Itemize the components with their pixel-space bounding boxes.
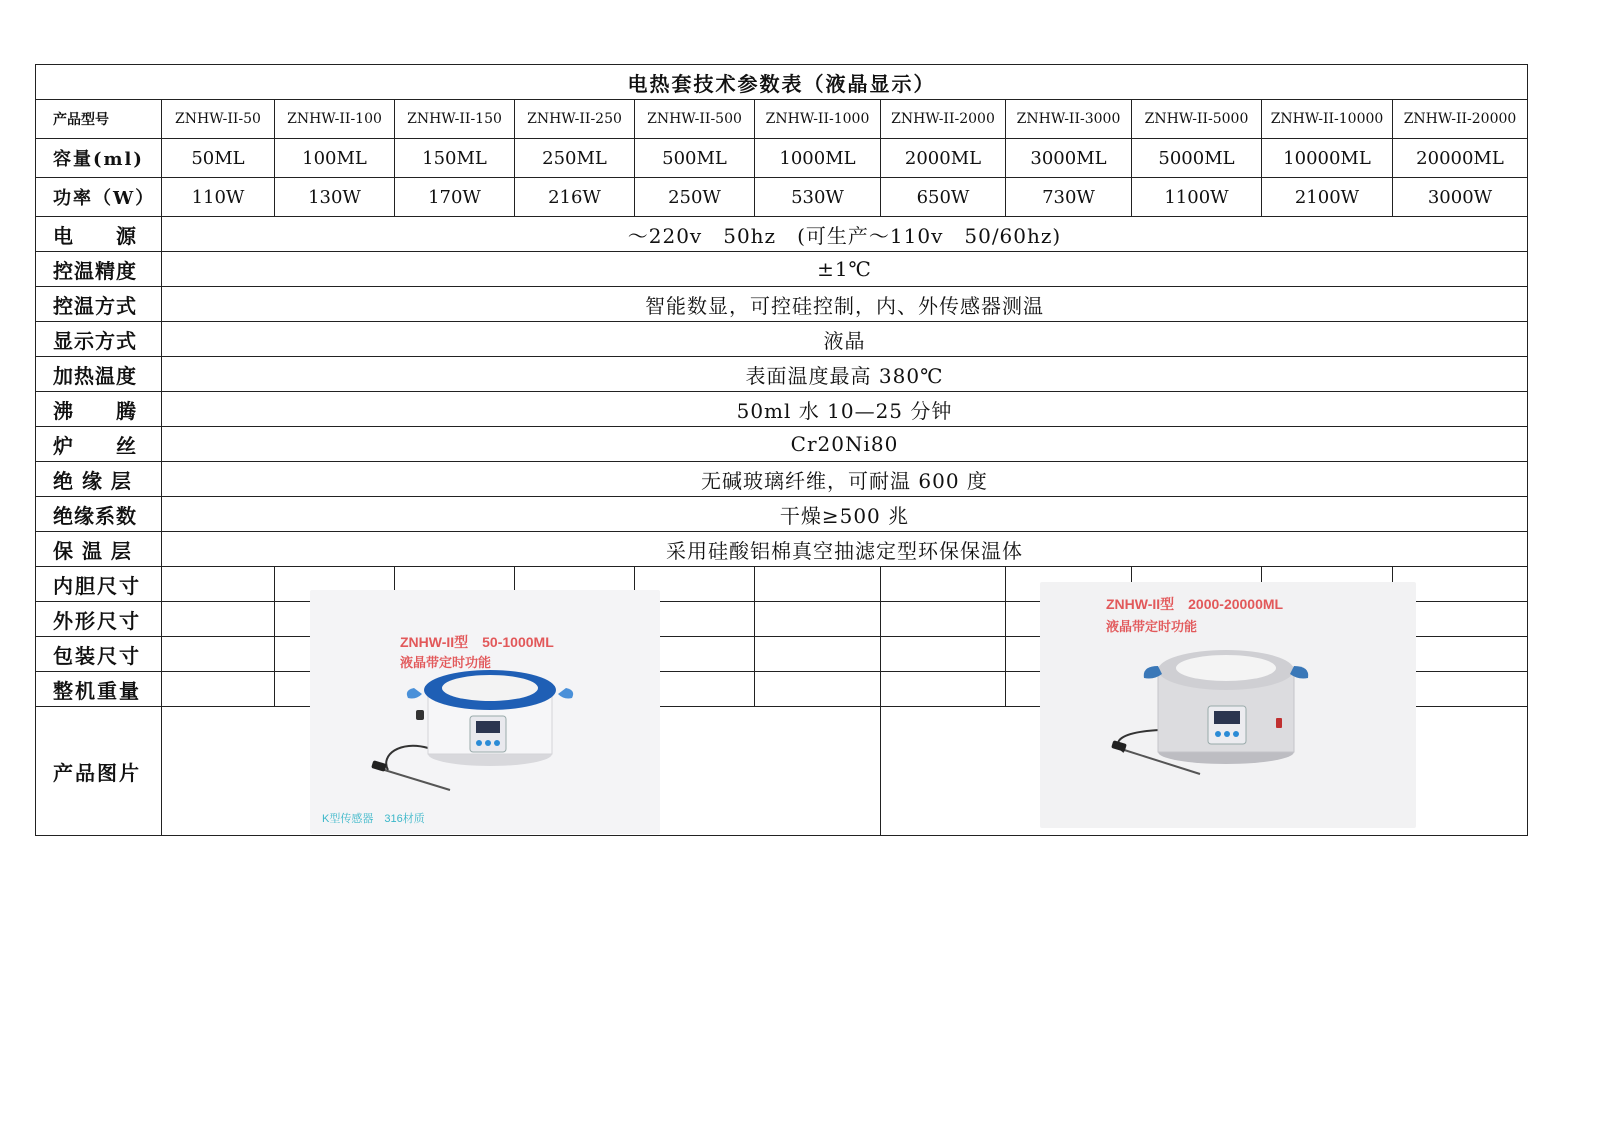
- label-inner-size: 内胆尺寸: [36, 567, 162, 602]
- table-row-boiling: [36, 392, 1528, 427]
- table-row-accuracy: [36, 252, 1528, 287]
- label-model: 产品型号: [36, 100, 162, 139]
- model-cell: ZNHW-II-1000: [755, 100, 881, 139]
- capacity-cell: 1000ML: [755, 139, 881, 178]
- capacity-cell: 10000ML: [1262, 139, 1393, 178]
- label-accuracy: 控温精度: [36, 252, 162, 287]
- label-power: 功率（W）: [36, 178, 162, 217]
- size-cell: [881, 672, 1006, 707]
- photo-caption-model: ZNHW-II型 50-1000ML: [400, 634, 554, 650]
- heating-mantle-gray-icon: [1040, 582, 1416, 828]
- capacity-cell: 20000ML: [1393, 139, 1528, 178]
- table-row-power: [36, 178, 1528, 217]
- label-thermal: 保 温 层: [36, 532, 162, 567]
- photo-note-sensor: K型传感器 316材质: [322, 813, 425, 825]
- label-supply: 电 源: [36, 217, 162, 252]
- table-row-display: [36, 322, 1528, 357]
- photo-caption-feature: 液晶带定时功能: [1106, 619, 1198, 634]
- label-capacity: 容量(ml): [36, 139, 162, 178]
- size-cell: [162, 602, 275, 637]
- size-cell: [881, 637, 1006, 672]
- label-heating: 加热温度: [36, 357, 162, 392]
- size-cell: [162, 672, 275, 707]
- capacity-cell: 2000ML: [881, 139, 1006, 178]
- thermal-value: 采用硅酸铝棉真空抽滤定型环保保温体: [162, 532, 1528, 567]
- label-insulation: 绝 缘 层: [36, 462, 162, 497]
- heating-value: 表面温度最高 380℃: [162, 357, 1528, 392]
- power-cell: 3000W: [1393, 178, 1528, 217]
- size-cell: [162, 637, 275, 672]
- size-cell: [881, 567, 1006, 602]
- power-cell: 530W: [755, 178, 881, 217]
- power-cell: 250W: [635, 178, 755, 217]
- size-cell: [755, 602, 881, 637]
- model-cell: ZNHW-II-50: [162, 100, 275, 139]
- heating-mantle-blue-icon: [310, 590, 660, 834]
- supply-value: ～220v 50hz (可生产～110v 50/60hz): [162, 217, 1528, 252]
- capacity-cell: 50ML: [162, 139, 275, 178]
- label-control: 控温方式: [36, 287, 162, 322]
- model-cell: ZNHW-II-10000: [1262, 100, 1393, 139]
- insulation-value: 无碱玻璃纤维，可耐温 600 度: [162, 462, 1528, 497]
- table-row-supply: [36, 217, 1528, 252]
- insulation-coef-value: 干燥≥500 兆: [162, 497, 1528, 532]
- size-cell: [755, 637, 881, 672]
- model-cell: ZNHW-II-150: [395, 100, 515, 139]
- power-cell: 216W: [515, 178, 635, 217]
- model-cell: ZNHW-II-100: [275, 100, 395, 139]
- wire-value: Cr20Ni80: [162, 427, 1528, 462]
- product-photo-large: [1040, 582, 1416, 828]
- model-cell: ZNHW-II-20000: [1393, 100, 1528, 139]
- power-cell: 110W: [162, 178, 275, 217]
- label-insulation-coef: 绝缘系数: [36, 497, 162, 532]
- table-row-capacity: [36, 139, 1528, 178]
- model-cell: ZNHW-II-500: [635, 100, 755, 139]
- power-cell: 650W: [881, 178, 1006, 217]
- power-cell: 130W: [275, 178, 395, 217]
- table-row-insulation-coef: [36, 497, 1528, 532]
- table-row-control: [36, 287, 1528, 322]
- size-cell: [881, 602, 1006, 637]
- table-row-heating: [36, 357, 1528, 392]
- capacity-cell: 100ML: [275, 139, 395, 178]
- label-boiling: 沸 腾: [36, 392, 162, 427]
- model-cell: ZNHW-II-2000: [881, 100, 1006, 139]
- table-row-thermal: [36, 532, 1528, 567]
- photo-caption-feature: 液晶带定时功能: [400, 655, 492, 670]
- table-row-wire: [36, 427, 1528, 462]
- size-cell: [755, 567, 881, 602]
- power-cell: 170W: [395, 178, 515, 217]
- table-row-model: [36, 100, 1528, 139]
- label-weight: 整机重量: [36, 672, 162, 707]
- power-cell: 1100W: [1132, 178, 1262, 217]
- accuracy-value: ±1℃: [162, 252, 1528, 287]
- control-value: 智能数显，可控硅控制，内、外传感器测温: [162, 287, 1528, 322]
- table-title: 电热套技术参数表（液晶显示）: [36, 65, 1528, 100]
- model-cell: ZNHW-II-250: [515, 100, 635, 139]
- label-outer-size: 外形尺寸: [36, 602, 162, 637]
- capacity-cell: 250ML: [515, 139, 635, 178]
- model-cell: ZNHW-II-5000: [1132, 100, 1262, 139]
- spec-sheet: [35, 64, 1527, 845]
- label-package-size: 包装尺寸: [36, 637, 162, 672]
- power-cell: 2100W: [1262, 178, 1393, 217]
- power-cell: 730W: [1006, 178, 1132, 217]
- boiling-value: 50ml 水 10—25 分钟: [162, 392, 1528, 427]
- capacity-cell: 500ML: [635, 139, 755, 178]
- size-cell: [162, 567, 275, 602]
- table-row-insulation: [36, 462, 1528, 497]
- capacity-cell: 3000ML: [1006, 139, 1132, 178]
- photo-caption-model: ZNHW-II型 2000-20000ML: [1106, 596, 1284, 612]
- label-photo: 产品图片: [36, 707, 162, 836]
- display-value: 液晶: [162, 322, 1528, 357]
- size-cell: [755, 672, 881, 707]
- label-display: 显示方式: [36, 322, 162, 357]
- capacity-cell: 5000ML: [1132, 139, 1262, 178]
- label-wire: 炉 丝: [36, 427, 162, 462]
- model-cell: ZNHW-II-3000: [1006, 100, 1132, 139]
- product-photo-small: [310, 590, 660, 834]
- capacity-cell: 150ML: [395, 139, 515, 178]
